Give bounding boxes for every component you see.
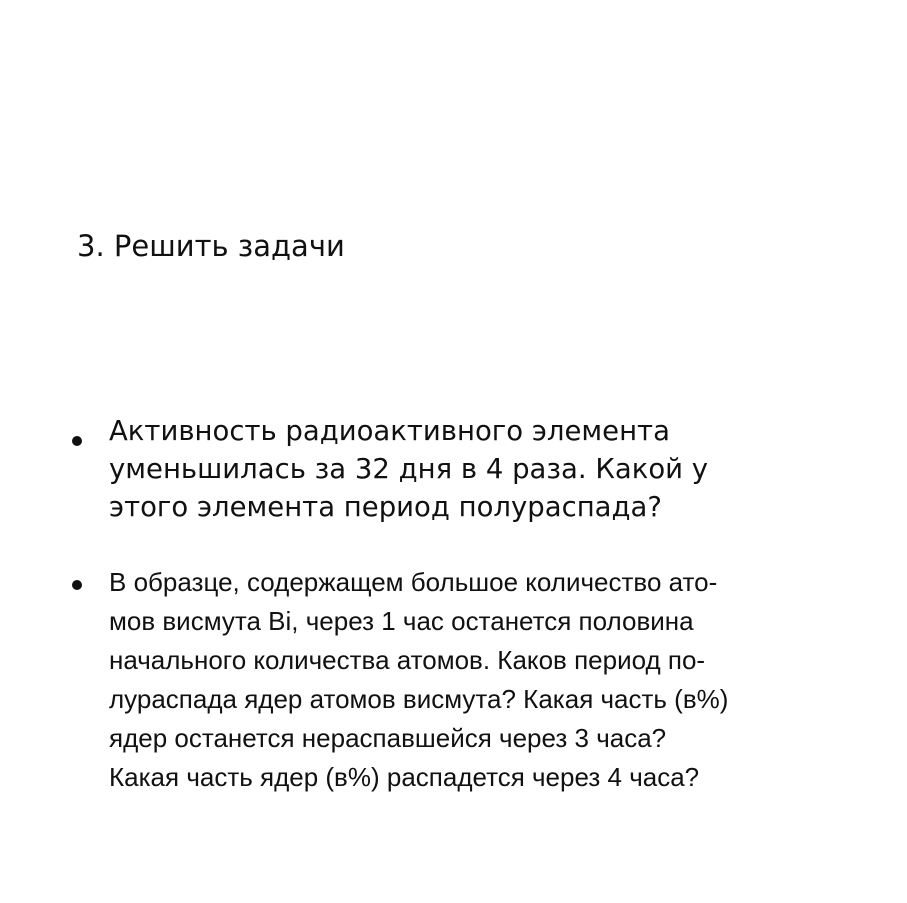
task-1-line-1: Активность радиоактивного элемента bbox=[109, 415, 670, 447]
task-2-line-5: ядер останется нераспавшейся через 3 часа? bbox=[109, 723, 667, 753]
task-1-line-3: этого элемента период полураспада? bbox=[109, 491, 662, 523]
task-2-line-6: Какая часть ядер (в%) распадется через 4 часа? bbox=[109, 762, 700, 792]
section-heading: 3. Решить задачи bbox=[77, 229, 345, 263]
bullet-icon bbox=[72, 580, 82, 590]
task-2-line-4: лураспада ядер атомов висмута? Какая часть (в%) bbox=[109, 684, 729, 714]
task-2-line-1: В образце, содержащем большое количество ато- bbox=[109, 567, 718, 597]
task-2-line-2: мов висмута Bi, через 1 час останется половина bbox=[109, 606, 694, 636]
task-1-line-2: уменьшилась за 32 дня в 4 раза. Какой у bbox=[109, 453, 709, 485]
bullet-icon bbox=[72, 436, 82, 446]
task-2-line-3: начального количества атомов. Каков период по- bbox=[109, 645, 706, 675]
